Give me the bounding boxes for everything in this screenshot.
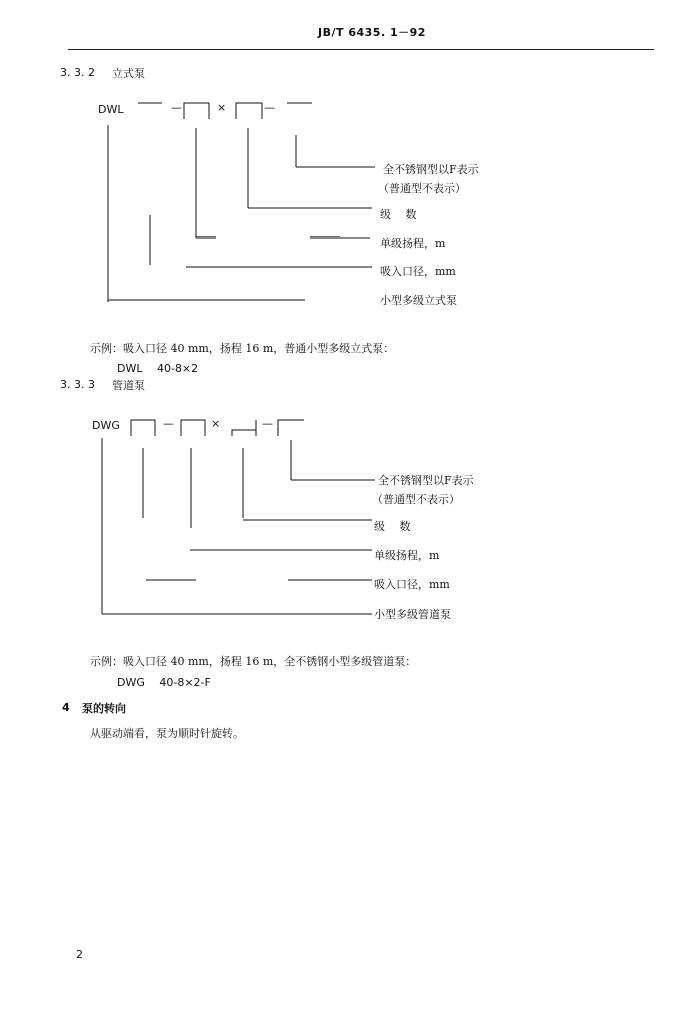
label-stainless: 全不锈钢型以F表示 xyxy=(383,163,479,176)
label-type-name: 小型多级管道泵 xyxy=(374,608,451,621)
section-title-332: 立式泵 xyxy=(112,67,145,80)
label-stages: 级 数 xyxy=(374,520,411,533)
section-title-333: 管道泵 xyxy=(112,379,145,392)
label-normal-note: （普通型不表示） xyxy=(378,182,466,195)
example-code-332: DWL 40-8×2 xyxy=(117,362,199,375)
separator-dash: — xyxy=(171,101,182,114)
label-stainless: 全不锈钢型以F表示 xyxy=(378,474,474,487)
model-prefix-dwl: DWL xyxy=(98,103,124,116)
times-sign: × xyxy=(211,417,221,430)
model-prefix-dwg: DWG xyxy=(92,419,120,432)
separator-dash: — xyxy=(262,417,273,430)
label-type-name: 小型多级立式泵 xyxy=(380,294,457,307)
example-text-333: 示例：吸入口径 40 mm，扬程 16 m，全不锈钢小型多级管道泵： xyxy=(90,655,417,668)
separator-dash: — xyxy=(264,101,275,114)
section-body-4: 从驱动端看，泵为顺时针旋转。 xyxy=(90,727,244,740)
label-inlet: 吸入口径，mm xyxy=(374,578,450,591)
label-normal-note: （普通型不表示） xyxy=(372,493,460,506)
times-sign: × xyxy=(217,101,227,114)
label-stages: 级 数 xyxy=(380,208,417,221)
standard-number: JB/T 6435. 1－92 xyxy=(318,26,426,39)
section-number-332: 3. 3. 2 xyxy=(60,66,95,79)
example-code-333: DWG 40-8×2-F xyxy=(117,676,211,689)
separator-dash: — xyxy=(163,417,174,430)
section-number-4: 4 xyxy=(62,701,70,714)
section-title-4: 泵的转向 xyxy=(82,702,126,715)
label-head: 单级扬程，m xyxy=(380,237,446,250)
label-head: 单级扬程，m xyxy=(374,549,440,562)
section-number-333: 3. 3. 3 xyxy=(60,378,95,391)
page-number: 2 xyxy=(76,948,83,961)
label-inlet: 吸入口径，mm xyxy=(380,265,456,278)
example-text-332: 示例：吸入口径 40 mm，扬程 16 m，普通小型多级立式泵： xyxy=(90,342,395,355)
